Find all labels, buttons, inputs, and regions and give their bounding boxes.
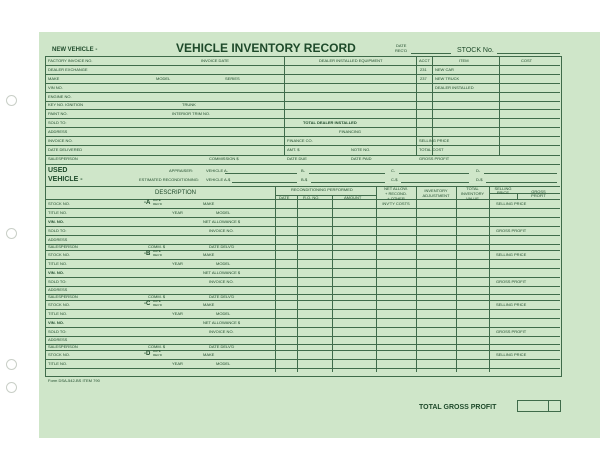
engine-no-label: ENGINE NO. — [48, 94, 72, 99]
vehicle-d-s-label: D-$ — [476, 177, 483, 182]
sold-to-label-b: SOLD TO: — [48, 279, 67, 284]
make-label-c: MAKE — [203, 302, 215, 307]
invoice-no-label-b: INVOICE NO. — [209, 279, 234, 284]
value-header: VALUE — [466, 196, 479, 201]
acct-header: ACCT — [419, 58, 430, 63]
trunk-label: TRUNK — [182, 102, 196, 107]
date-recd-d: DATE — [153, 349, 161, 353]
invoice-no-label: INVOICE NO. — [48, 138, 73, 143]
item-dealer-installed: DEALER INSTALLED — [435, 85, 474, 90]
comm-label-b: COMM. $ — [148, 294, 166, 299]
comm-label-a: COMM. $ — [148, 244, 166, 249]
salesperson-label-c: SALESPERSON — [48, 344, 78, 349]
description-header: DESCRIPTION — [155, 190, 197, 196]
year-label-c: YEAR — [172, 311, 183, 316]
key-ignition-label: KEY NO. IGNITION — [48, 102, 84, 107]
date-due-label: DATE DUE — [287, 156, 307, 161]
make-label-b: MAKE — [203, 252, 215, 257]
date-delvd-label-b: DATE DELV'D — [209, 294, 235, 299]
gross-profit-label-c: GROSS PROFIT — [496, 329, 527, 334]
selling-price-label-a: SELLING PRICE — [496, 201, 527, 206]
inventory-header: INVENTORY — [424, 188, 448, 193]
vin-no-label-c: VIN. NO. — [48, 320, 65, 325]
total-header: TOTAL — [466, 186, 479, 191]
stock-no-label-b: STOCK NO. — [48, 252, 70, 257]
model-label-d: MODEL — [216, 361, 231, 366]
vin-no-label: VIN NO. — [48, 85, 63, 90]
address-label-a: ADDRESS — [48, 237, 68, 242]
invoice-date-label: INVOICE DATE — [201, 58, 229, 63]
block-letter-c: -C — [144, 301, 151, 307]
total-cost-label: TOTAL COST — [419, 147, 444, 152]
year-label-b: YEAR — [172, 261, 183, 266]
vehicle-b-label: B- — [301, 168, 305, 173]
net-allow-header: NET ALLOW. — [384, 186, 408, 191]
gross-header: GROSS — [531, 189, 546, 194]
vin-no-label-a: VIN. NO. — [48, 219, 65, 224]
vehicle-d-label: D- — [476, 168, 481, 173]
model-label-b: MODEL — [216, 261, 231, 266]
amt-label: AMT. $ — [287, 147, 300, 152]
vehicle-c-s-label: C-$ — [391, 177, 398, 182]
commission-label: COMMISSION $ — [209, 156, 239, 161]
date-col-header: DATE — [279, 195, 290, 200]
used-label: USED — [48, 167, 68, 174]
make-label-d: MAKE — [203, 352, 215, 357]
make-label: MAKE — [48, 76, 60, 81]
acct-237: 237 — [420, 76, 427, 81]
used-vehicle-label: VEHICLE - — [48, 176, 83, 183]
new-vehicle-label: NEW VEHICLE - — [52, 47, 98, 53]
stock-no-label-d: STOCK NO. — [48, 352, 70, 357]
gross-profit-label: GROSS PROFIT — [419, 156, 450, 161]
date-recd-a: DATE — [153, 198, 161, 202]
series-label: SERIES — [225, 76, 240, 81]
form-number: Form DSA-542-BS ITEM 790 — [48, 378, 100, 383]
selling-price-label-c: SELLING PRICE — [496, 302, 527, 307]
inv-costs-header: INV'TY COSTS — [382, 201, 410, 206]
invoice-no-label-c: INVOICE NO. — [209, 329, 234, 334]
date-recd-label-2: REC'D — [395, 48, 408, 53]
total-gross-profit-label: TOTAL GROSS PROFIT — [419, 404, 497, 411]
item-new-car: NEW CAR — [435, 67, 454, 72]
salesperson-label-b: SALESPERSON — [48, 294, 78, 299]
amount-header: AMOUNT — [344, 195, 362, 200]
punch-hole — [6, 359, 17, 370]
plus-other-header: + OTHER — [387, 196, 405, 201]
stock-no-label-a: STOCK NO. — [48, 201, 70, 206]
title-no-label-d: TITLE NO. — [48, 361, 68, 366]
selling-price-label: SELLING PRICE — [419, 138, 450, 143]
date-delvd-label-a: DATE DELV'D — [209, 244, 235, 249]
cost-header: COST — [521, 58, 533, 63]
model-label: MODEL — [156, 76, 171, 81]
title-no-label-c: TITLE NO. — [48, 311, 68, 316]
salesperson-label: SALESPERSON — [48, 156, 78, 161]
stock-no-label: STOCK No. — [457, 47, 494, 54]
form-title: VEHICLE INVENTORY RECORD — [176, 41, 356, 55]
date-recd-a-2: REC'D — [153, 202, 163, 206]
note-no-label: NOTE NO. — [351, 147, 371, 152]
plus-recond-header: + RECOND. — [385, 191, 407, 196]
gross-profit-label-a: GROSS PROFIT — [496, 228, 527, 233]
selling-price-label-b: SELLING PRICE — [496, 252, 527, 257]
vehicle-b-s-label: B-$ — [301, 177, 308, 182]
profit-header: PROFIT — [531, 193, 546, 198]
acct-231: 231 — [420, 67, 427, 72]
inventory-record-form — [39, 32, 600, 438]
vehicle-c-label: C- — [391, 168, 396, 173]
date-delvd-label-c: DATE DELV'D — [209, 344, 235, 349]
date-recd-b-2: REC'D — [153, 253, 163, 257]
gross-profit-label-b: GROSS PROFIT — [496, 279, 527, 284]
date-recd-d-2: REC'D — [153, 353, 163, 357]
model-label-a: MODEL — [216, 210, 231, 215]
est-recon-label: ESTIMATED RECONDITIONING: — [139, 177, 199, 182]
paint-no-label: PAINT NO. — [48, 111, 68, 116]
selling-header: SELLING — [494, 186, 512, 191]
block-letter-b: -B — [144, 251, 151, 257]
sold-to-label-c: SOLD TO: — [48, 329, 67, 334]
address-label-b: ADDRESS — [48, 287, 68, 292]
financing-label: FINANCING — [339, 129, 361, 134]
address-label-c: ADDRESS — [48, 337, 68, 342]
stock-no-label-c: STOCK NO. — [48, 302, 70, 307]
inventory2-header: INVENTORY — [460, 191, 485, 196]
sold-to-label: SOLD TO: — [48, 120, 67, 125]
vehicle-a-label: VEHICLE A- — [206, 168, 229, 173]
model-label-c: MODEL — [216, 311, 231, 316]
block-letter-d: -D — [144, 351, 151, 357]
price-header: PRICE — [496, 190, 510, 195]
factory-invoice-label: FACTORY INVOICE NO. — [48, 58, 93, 63]
selling-price-label-d: SELLING PRICE — [496, 352, 527, 357]
adjustment-header: ADJUSTMENT — [422, 193, 450, 198]
date-delivered-label: DATE DELIVERED — [48, 147, 83, 152]
sold-to-label-a: SOLD TO: — [48, 228, 67, 233]
date-recd-c: DATE — [153, 299, 161, 303]
title-no-label-b: TITLE NO. — [48, 261, 68, 266]
ro-no-header: R.O. NO. — [303, 195, 320, 200]
year-label-a: YEAR — [172, 210, 183, 215]
vin-no-label-b: VIN. NO. — [48, 270, 65, 275]
comm-label-c: COMM. $ — [148, 344, 166, 349]
punch-hole — [6, 382, 17, 393]
total-dealer-installed-label: TOTAL DEALER INSTALLED — [303, 120, 357, 125]
date-recd-label: DATE — [396, 43, 407, 48]
make-label-a: MAKE — [203, 201, 215, 206]
net-allowance-label-b: NET ALLOWANCE $ — [203, 270, 241, 275]
date-paid-label: DATE PAID — [351, 156, 372, 161]
block-letter-a: -A — [144, 200, 151, 206]
invoice-no-label-a: INVOICE NO. — [209, 228, 234, 233]
net-allowance-label-c: NET ALLOWANCE $ — [203, 320, 241, 325]
interior-trim-label: INTERIOR TRIM NO. — [172, 111, 211, 116]
year-label-d: YEAR — [172, 361, 183, 366]
reconditioning-header: RECONDITIONING PERFORMED — [291, 187, 353, 192]
date-recd-c-2: REC'D — [153, 303, 163, 307]
address-label: ADDRESS — [48, 129, 68, 134]
punch-hole — [6, 228, 17, 239]
net-allowance-label-a: NET ALLOWANCE $ — [203, 219, 241, 224]
finance-co-label: FINANCE CO. — [287, 138, 313, 143]
item-header: ITEM — [459, 58, 469, 63]
title-no-label-a: TITLE NO. — [48, 210, 68, 215]
date-recd-b: DATE — [153, 249, 161, 253]
item-new-truck: NEW TRUCK — [435, 76, 460, 81]
total-gross-profit-box — [517, 400, 561, 412]
dealer-equipment-header: DEALER INSTALLED EQUIPMENT — [319, 58, 383, 63]
appraiser-label: APPRAISER: — [169, 168, 194, 173]
punch-hole — [6, 95, 17, 106]
vehicle-a-s-label: VEHICLE A-$ — [206, 177, 231, 182]
dealer-exchange-label: DEALER EXCHANGE — [48, 67, 88, 72]
salesperson-label-a: SALESPERSON — [48, 244, 78, 249]
